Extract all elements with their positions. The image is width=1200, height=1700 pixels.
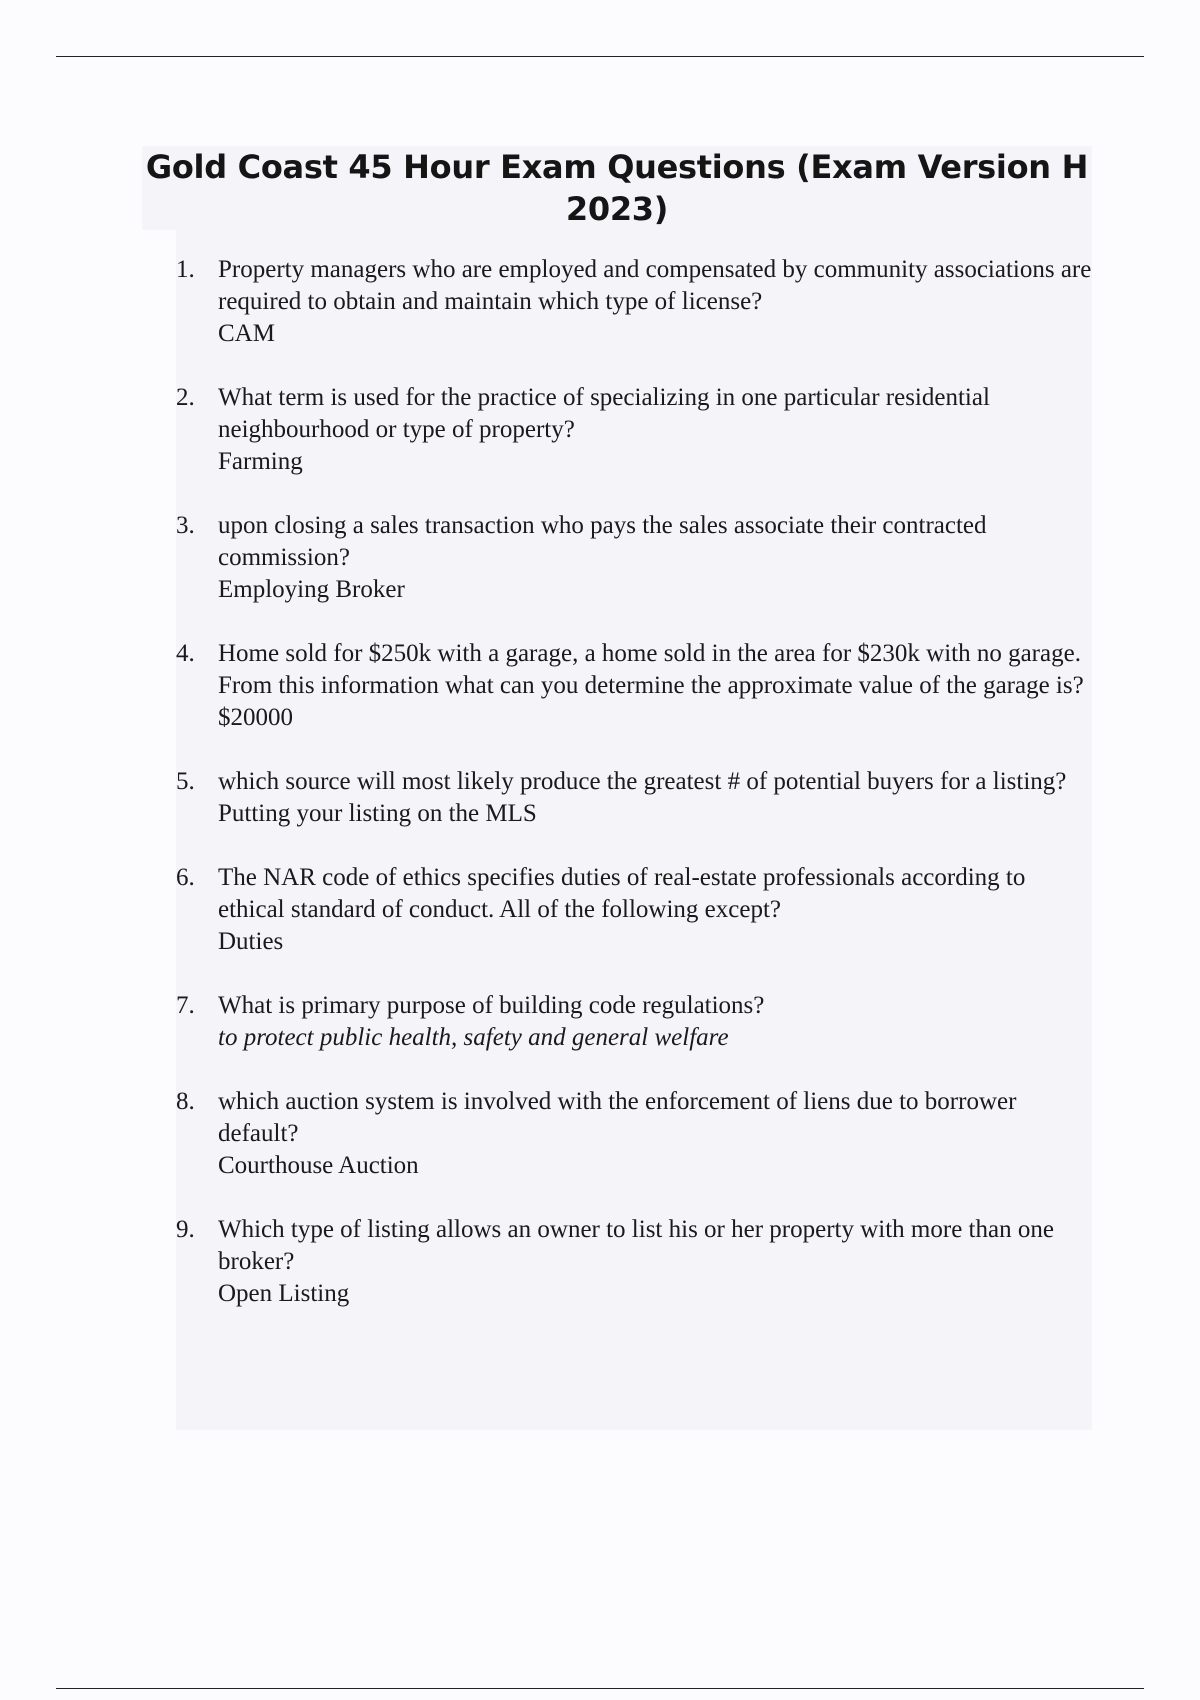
question-number: 8. [176,1088,195,1115]
question-item-2 [176,382,1096,478]
question-text: which source will most likely produce the greatest # of potential buyers for a listing? [218,768,1067,795]
question-number: 3. [176,512,195,539]
question-body [218,990,1096,1054]
question-item-7 [176,990,1096,1054]
question-list [176,254,1096,1342]
answer-text: Courthouse Auction [218,1152,419,1179]
question-body [218,382,1096,478]
question-body [218,1214,1096,1310]
question-text: upon closing a sales transaction who pays the sales associate their contracted commission? [218,512,987,571]
top-rule [56,56,1144,57]
question-item-8 [176,1086,1096,1182]
answer-text: Duties [218,928,284,955]
question-body [218,1086,1096,1182]
document-title: Gold Coast 45 Hour Exam Questions (Exam Version H 2023) [145,148,1089,228]
answer-text: to protect public health, safety and general welfare [218,1024,729,1051]
question-text: What is primary purpose of building code regulations? [218,992,765,1019]
question-number: 7. [176,992,195,1019]
question-item-5 [176,766,1096,830]
question-text: What term is used for the practice of specializing in one particular residential neighbourhood or type of property? [218,384,990,443]
question-text: Which type of listing allows an owner to list his or her property with more than one broker? [218,1216,1054,1275]
answer-text: Open Listing [218,1280,350,1307]
answer-text: Employing Broker [218,576,405,603]
question-number: 9. [176,1216,195,1243]
question-text: The NAR code of ethics specifies duties of real-estate professionals according to ethical standard of conduct. All of the following except? [218,864,1026,923]
question-body [218,510,1096,606]
question-body [218,766,1096,830]
question-number: 4. [176,640,195,667]
question-text: Property managers who are employed and compensated by community associations are required to obtain and maintain which type of license? [218,256,1092,315]
question-item-9 [176,1214,1096,1310]
question-item-3 [176,510,1096,606]
question-number: 2. [176,384,195,411]
question-number: 6. [176,864,195,891]
answer-text: $20000 [218,704,293,731]
answer-text: CAM [218,320,275,347]
question-text: Home sold for $250k with a garage, a home sold in the area for $230k with no garage. From this information what can you determine the approximate value of the garage is? [218,640,1084,699]
question-item-1 [176,254,1096,350]
question-item-6 [176,862,1096,958]
answer-text: Putting your listing on the MLS [218,800,537,827]
bottom-rule [56,1688,1144,1689]
question-body [218,254,1096,350]
question-item-4 [176,638,1096,734]
answer-text: Farming [218,448,303,475]
question-number: 5. [176,768,195,795]
question-number: 1. [176,256,195,283]
question-text: which auction system is involved with the enforcement of liens due to borrower default? [218,1088,1017,1147]
question-body [218,638,1096,734]
question-body [218,862,1096,958]
